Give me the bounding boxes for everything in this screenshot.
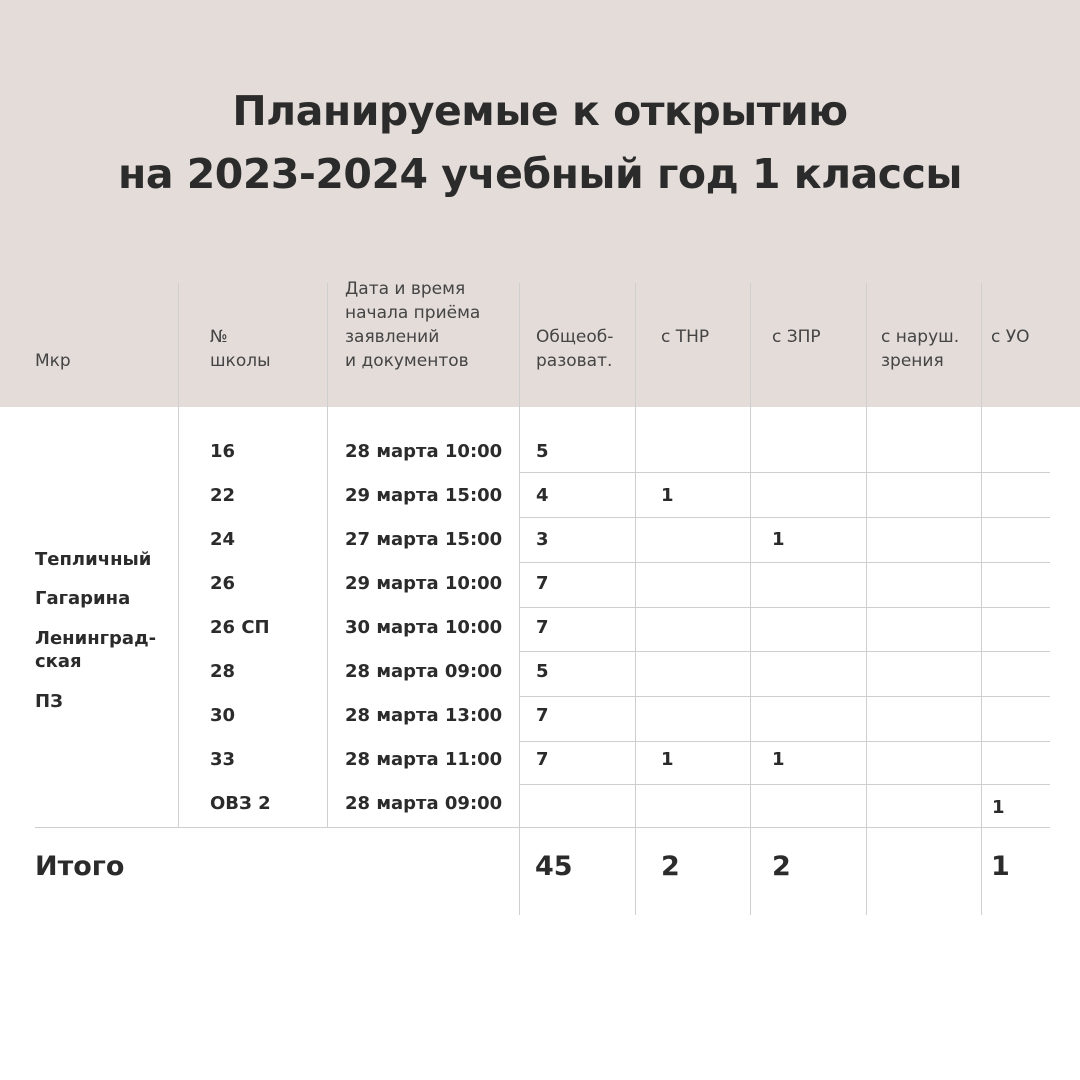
header-school-line-2: школы [210, 351, 271, 371]
start-date: 28 марта 09:00 [345, 793, 503, 814]
column-divider [327, 283, 328, 828]
table-bottom-divider [35, 827, 1050, 828]
header-school [210, 325, 271, 373]
totals-general: 45 [535, 851, 573, 882]
mkr-item: Ленинград- [35, 628, 157, 649]
start-date: 28 марта 11:00 [345, 749, 503, 770]
header-vision-line-1: с наруш. [881, 327, 960, 347]
general-count: 5 [536, 661, 549, 682]
header-uo [991, 325, 1030, 349]
start-date: 29 марта 10:00 [345, 573, 503, 594]
header-uo-label: с УО [991, 327, 1030, 347]
header-mkr [35, 349, 71, 373]
school-number: 26 СП [210, 617, 270, 638]
row-divider [519, 472, 1050, 473]
totals-zpr: 2 [772, 851, 791, 882]
header-vision [881, 325, 959, 373]
zpr-count: 1 [772, 749, 785, 770]
mkr-item: Тепличный [35, 549, 152, 570]
column-divider [178, 283, 179, 828]
general-count: 7 [536, 749, 549, 770]
tnr-count: 1 [661, 749, 674, 770]
header-date-line-2: начала приёма [345, 303, 481, 323]
row-divider [519, 741, 1050, 742]
row-divider [519, 607, 1050, 608]
header-general-line-2: разоват. [536, 351, 613, 371]
school-number: ОВЗ 2 [210, 793, 271, 814]
header-general-line-1: Общеоб- [536, 327, 614, 347]
mkr-item: ПЗ [35, 691, 63, 712]
start-date: 29 марта 15:00 [345, 485, 503, 506]
header-date-line-4: и документов [345, 351, 469, 371]
row-divider [519, 651, 1050, 652]
mkr-item: ская [35, 651, 82, 672]
start-date: 28 марта 13:00 [345, 705, 503, 726]
zpr-count: 1 [772, 529, 785, 550]
school-number: 26 [210, 573, 236, 594]
header-vision-line-2: зрения [881, 351, 944, 371]
row-divider [519, 784, 1050, 785]
header-general [536, 325, 613, 373]
column-divider [750, 283, 751, 915]
school-number: 30 [210, 705, 236, 726]
header-tnr [661, 325, 709, 349]
column-divider [866, 283, 867, 915]
start-date: 27 марта 15:00 [345, 529, 503, 550]
start-date: 30 марта 10:00 [345, 617, 503, 638]
page-title [0, 80, 1080, 206]
column-divider [519, 283, 520, 915]
header-school-line-1: № [210, 327, 228, 347]
totals-uo: 1 [991, 851, 1010, 882]
school-number: 24 [210, 529, 236, 550]
school-number: 22 [210, 485, 236, 506]
header-zpr [772, 325, 821, 349]
row-divider [519, 517, 1050, 518]
uo-count: 1 [992, 797, 1005, 818]
header-date-line-1: Дата и время [345, 279, 466, 299]
tnr-count: 1 [661, 485, 674, 506]
start-date: 28 марта 10:00 [345, 441, 503, 462]
general-count: 4 [536, 485, 549, 506]
row-divider [519, 696, 1050, 697]
row-divider [519, 562, 1050, 563]
totals-tnr: 2 [661, 851, 680, 882]
general-count: 7 [536, 617, 549, 638]
column-divider [981, 283, 982, 915]
school-number: 16 [210, 441, 236, 462]
start-date: 28 марта 09:00 [345, 661, 503, 682]
mkr-item: Гагарина [35, 588, 131, 609]
general-count: 5 [536, 441, 549, 462]
header-date [345, 277, 480, 373]
header-mkr-label: Мкр [35, 351, 71, 371]
title-line-1: Планируемые к открытию [232, 87, 848, 135]
column-divider [635, 283, 636, 915]
header-tnr-label: с ТНР [661, 327, 710, 347]
totals-label: Итого [35, 851, 125, 882]
school-number: 28 [210, 661, 236, 682]
general-count: 7 [536, 705, 549, 726]
school-number: 33 [210, 749, 236, 770]
general-count: 7 [536, 573, 549, 594]
header-date-line-3: заявлений [345, 327, 440, 347]
header-zpr-label: с ЗПР [772, 327, 821, 347]
general-count: 3 [536, 529, 549, 550]
title-line-2: на 2023-2024 учебный год 1 классы [118, 150, 962, 198]
